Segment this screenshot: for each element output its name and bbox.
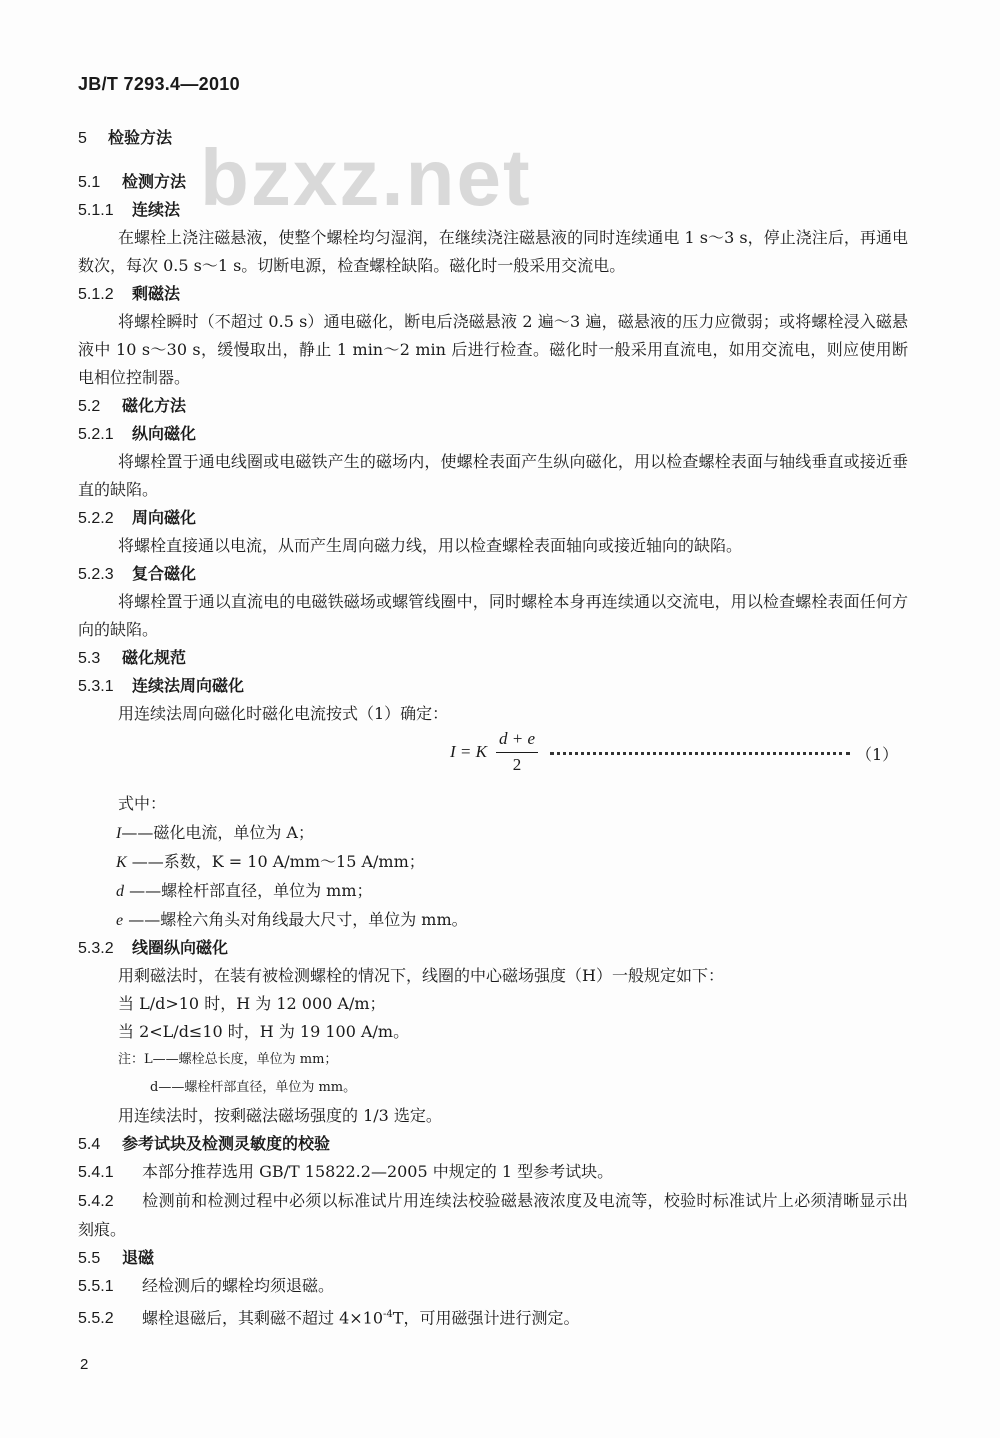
variable-desc: ——磁化电流，单位为 A； (121, 823, 314, 842)
section-5-4-heading: 5.4 参考试块及检测灵敏度的校验 (78, 1134, 331, 1153)
section-5-1-2-heading: 5.1.2 剩磁法 (78, 284, 181, 303)
exponent: -4 (383, 1309, 393, 1320)
note-L: 注：L——螺栓总长度，单位为 mm； (118, 1052, 338, 1067)
where-label: 式中： (118, 794, 167, 813)
section-5-3-heading: 5.3 磁化规范 (78, 648, 187, 667)
section-5-5-1-body: 经检测后的螺栓均须退磁。 (142, 1276, 335, 1295)
section-5-4-1-num: 5.4.1 (78, 1164, 114, 1181)
section-5-3-2-heading: 5.3.2 线圈纵向磁化 (78, 938, 229, 957)
section-5-3-2-case-1: 当 L/d>10 时，H 为 12 000 A/m； (118, 994, 386, 1013)
section-5-4-1 (78, 1158, 908, 1187)
section-5-2-heading: 5.2 磁化方法 (78, 396, 187, 415)
equation-number: （1） (856, 745, 899, 764)
section-5-3-1-heading: 5.3.1 连续法周向磁化 (78, 676, 245, 695)
formula-denominator: 2 (512, 755, 522, 774)
section-5-4-2-body: 检测前和检测过程中必须以标准试片用连续法校验磁悬液浓度及电流等，校验时标准试片上必须清晰显示出刻痕。 (78, 1191, 908, 1239)
section-5-2-2-body: 将螺栓直接通以电流，从而产生周向磁力线，用以检查螺栓表面轴向或接近轴向的缺陷。 (118, 536, 743, 555)
section-5-5-2-num: 5.5.2 (78, 1310, 114, 1328)
section-5-2-1-heading: 5.2.1 纵向磁化 (78, 424, 197, 443)
watermark: bzxz.net (200, 133, 532, 222)
note-d: d——螺栓杆部直径，单位为 mm。 (150, 1080, 357, 1095)
variable-e (78, 905, 908, 934)
section-5-4-2-num: 5.4.2 (78, 1193, 114, 1210)
variable-desc: ——系数，K = 10 A/mm～15 A/mm； (126, 852, 425, 871)
page-number: 2 (80, 1356, 89, 1373)
equation-1 (78, 728, 908, 784)
section-5-3-1-intro: 用连续法周向磁化时磁化电流按式（1）确定： (118, 704, 449, 723)
variable-desc: ——螺栓六角头对角线最大尺寸，单位为 mm。 (123, 910, 468, 929)
variable-symbol: I (116, 825, 122, 842)
section-5-5-heading: 5.5 退磁 (78, 1248, 155, 1267)
section-5-4-2 (78, 1187, 908, 1244)
section-5-3-2-intro: 用剩磁法时，在装有被检测螺栓的情况下，线圈的中心磁场强度（H）一般规定如下： (118, 966, 724, 985)
section-5-5-1 (78, 1272, 908, 1301)
formula-leader-dots (550, 742, 850, 755)
variable-d (78, 876, 908, 905)
section-5-2-3-heading: 5.2.3 复合磁化 (78, 564, 197, 583)
variable-symbol: e (116, 912, 124, 929)
section-5-4-1-body: 本部分推荐选用 GB/T 15822.2—2005 中规定的 1 型参考试块。 (142, 1162, 614, 1181)
section-5-5-1-num: 5.5.1 (78, 1278, 114, 1295)
section-5-3-2-tail: 用连续法时，按剩磁法磁场强度的 1/3 选定。 (118, 1106, 442, 1125)
section-5-2-2-heading: 5.2.2 周向磁化 (78, 508, 197, 527)
formula-numerator: d + e (496, 728, 538, 753)
section-5-5-2 (78, 1301, 908, 1333)
standard-code-header: JB/T 7293.4—2010 (78, 74, 240, 94)
section-5-heading: 5 检验方法 (78, 128, 173, 147)
section-5-5-2-body-pre: 螺栓退磁后，其剩磁不超过 4×10 (142, 1308, 384, 1328)
section-5-3-2-case-2: 当 2<L/d≤10 时，H 为 19 100 A/m。 (118, 1022, 410, 1041)
section-5-2-1-body: 将螺栓置于通电线圈或电磁铁产生的磁场内，使螺栓表面产生纵向磁化，用以检查螺栓表面与轴线垂直或接近垂直的缺陷。 (78, 452, 908, 499)
formula-fraction (496, 728, 538, 777)
section-5-1-heading: 5.1 检测方法 (78, 172, 187, 191)
page-body (78, 124, 908, 1333)
variable-K (78, 847, 908, 876)
section-5-1-1-body: 在螺栓上浇注磁悬液，使整个螺栓均匀湿润，在继续浇注磁悬液的同时连续通电 1 s～3 s，停止浇注后，再通电数次，每次 0.5 s～1 s。切断电源，检查螺栓缺陷。磁化时一般采用交流电。 (78, 228, 908, 275)
variable-desc: ——螺栓杆部直径，单位为 mm； (124, 881, 373, 900)
section-5-2-3-body: 将螺栓置于通以直流电的电磁铁磁场或螺管线圈中，同时螺栓本身再连续通以交流电，用以检查螺栓表面任何方向的缺陷。 (78, 592, 908, 639)
variable-symbol: d (116, 883, 124, 900)
section-5-1-1-heading: 5.1.1 连续法 (78, 200, 181, 219)
variable-symbol: K (116, 854, 127, 871)
section-5-1-2-body: 将螺栓瞬时（不超过 0.5 s）通电磁化，断电后浇磁悬液 2 遍～3 遍，磁悬液的压力应微弱；或将螺栓浸入磁悬液中 10 s～30 s，缓慢取出，静止 1 min～2 min 后进行检查。磁化时一般采用直流电，如用交流电，则应使用断电相位控制器。 (78, 312, 908, 387)
formula-lhs: I = K (450, 742, 487, 761)
section-5-5-2-body-post: T，可用磁强计进行测定。 (392, 1308, 580, 1328)
variable-I (78, 818, 908, 847)
